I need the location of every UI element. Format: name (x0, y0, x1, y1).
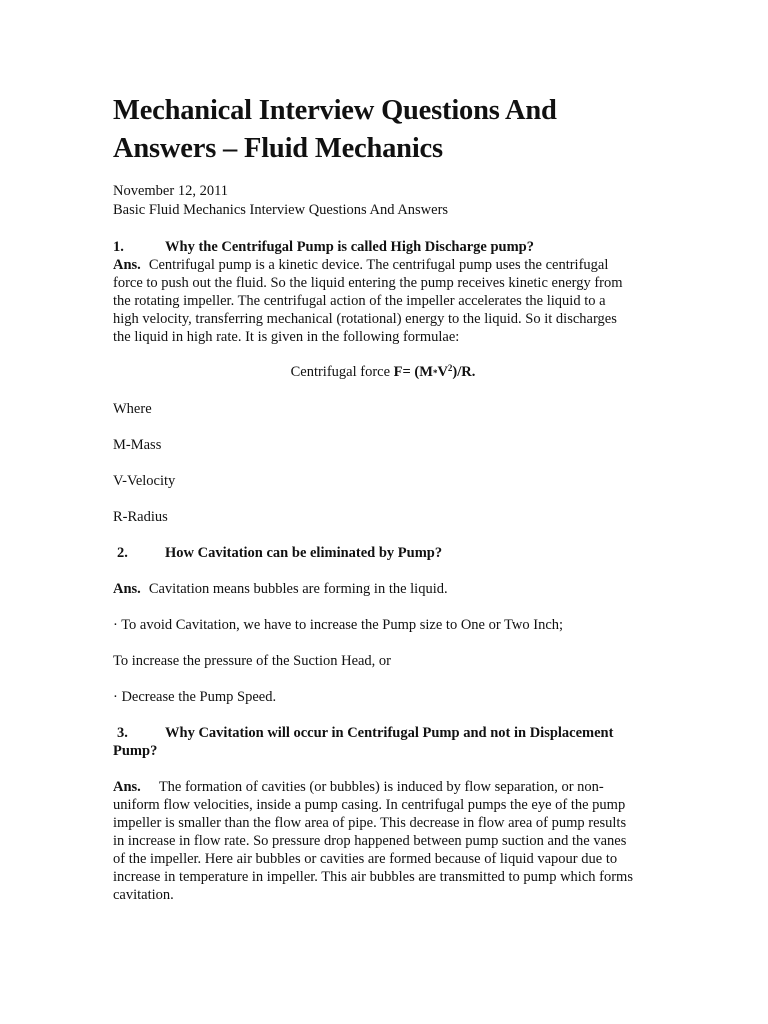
answer-2-label: Ans. (113, 581, 141, 597)
answer-3-line-4: in increase in flow rate. So pressure drop happened between pump suction and the vanes (113, 833, 627, 849)
answer-1-line-4: high velocity, transferring mechanical (rotational) energy to the liquid. So it discharges (113, 311, 617, 327)
formula-f: $F= (M*V^2)/R$. (393, 363, 476, 380)
answer-1-line-1: Centrifugal pump is a kinetic device. The centrifugal pump uses the centrifugal (148, 257, 609, 273)
answer-3-line-7: cavitation. (113, 887, 174, 903)
question-3-number: 3. (117, 725, 128, 741)
answer-2-text: Cavitation means bubbles are forming in the liquid. (148, 581, 448, 597)
answer-1-line-5: the liquid in high rate. It is given in the following formulae: (113, 329, 460, 345)
document-title (113, 92, 653, 168)
answer-1 (113, 256, 653, 346)
answer-3-line-5: of the impeller. Here air bubbles or cavities are formed because of liquid vapour due to (113, 851, 618, 867)
question-2-number: 2. (117, 545, 128, 561)
question-3 (113, 724, 653, 760)
title-line-1: Mechanical Interview Questions And (113, 95, 557, 126)
answer-3-line-1: The formation of cavities (or bubbles) is induced by flow separation, or non- (158, 779, 604, 795)
where-label: Where (113, 401, 152, 417)
question-2-text: How Cavitation can be eliminated by Pump? (165, 545, 443, 561)
answer-3 (113, 778, 653, 904)
question-1-text: Why the Centrifugal Pump is called High Discharge pump? (165, 239, 534, 255)
answer-1-line-2: force to push out the fluid. So the liquid entering the pump receives kinetic energy from (113, 275, 623, 291)
answer-1-label: Ans. (113, 257, 141, 273)
question-3-line-2: Pump? (113, 743, 158, 759)
question-1-number: 1. (113, 239, 124, 255)
question-2 (113, 544, 653, 562)
answer-3-label: Ans. (113, 779, 141, 795)
document-meta (113, 182, 653, 220)
formula-prefix: Centrifugal force (290, 364, 391, 380)
answer-2-point-1: · To avoid Cavitation, we have to increase the Pump size to One or Two Inch; (113, 617, 564, 633)
answer-3-line-6: increase in temperature in impeller. This air bubbles are transmitted to pump which forms (113, 869, 633, 885)
question-3-line-1: Why Cavitation will occur in Centrifugal Pump and not in Displacement (165, 725, 614, 741)
answer-3-line-2: uniform flow velocities, inside a pump casing. In centrifugal pumps the eye of the pump (113, 797, 626, 813)
title-line-2: Answers – Fluid Mechanics (113, 133, 443, 164)
document-page (113, 92, 653, 904)
answer-2-point-3: · Decrease the Pump Speed. (113, 689, 277, 705)
definition-velocity: V-Velocity (113, 473, 176, 489)
centrifugal-force-formula (113, 363, 653, 382)
answer-3-line-3: impeller is smaller than the flow area of pipe. This decrease in flow area of pump results (113, 815, 627, 831)
answer-1-line-3: the rotating impeller. The centrifugal action of the impeller accelerates the liquid to a (113, 293, 606, 309)
answer-2-point-2: To increase the pressure of the Suction Head, or (113, 653, 392, 669)
document-subtitle: Basic Fluid Mechanics Interview Questions And Answers (113, 202, 449, 218)
answer-2 (113, 580, 653, 598)
definition-mass: M-Mass (113, 437, 162, 453)
definition-radius: R-Radius (113, 509, 168, 525)
question-1 (113, 238, 653, 256)
publish-date: November 12, 2011 (113, 183, 229, 199)
